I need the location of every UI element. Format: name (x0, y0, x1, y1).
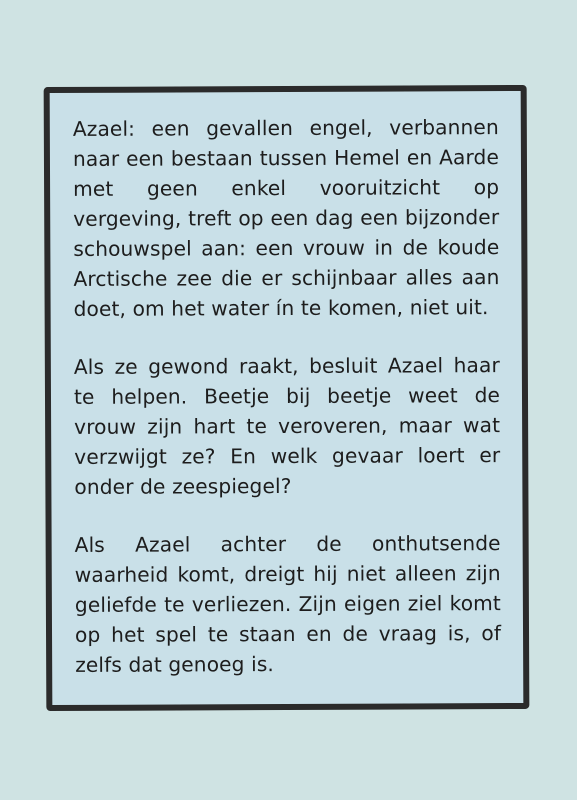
blurb-paragraph-2: Als ze gewond raakt, besluit Azael haar te helpen. Beetje bij beetje weet de vrouw zijn hart te veroveren, maar wat verzwijgt ze? En welk gevaar loert er onder de zeespiegel? (73, 353, 501, 499)
blurb-paragraph-3: Als Azael achter de onthutsende waarheid komt, dreigt hij niet alleen zijn geliefde te verliezen. Zijn eigen ziel komt op het spel te staan en de vraag is, of zelfs dat genoeg is. (74, 531, 502, 677)
blurb-text-box (44, 85, 530, 711)
blurb-paragraph-1: Azael: een gevallen engel, verbannen naar een bestaan tussen Hemel en Aarde met geen enkel vooruitzicht op vergeving, treft op een dag een bijzonder schouwspel aan: een vrouw in de koude Arctische zee die er schijnbaar alles aan doet, om het water ín te komen, niet uit. (72, 115, 500, 321)
